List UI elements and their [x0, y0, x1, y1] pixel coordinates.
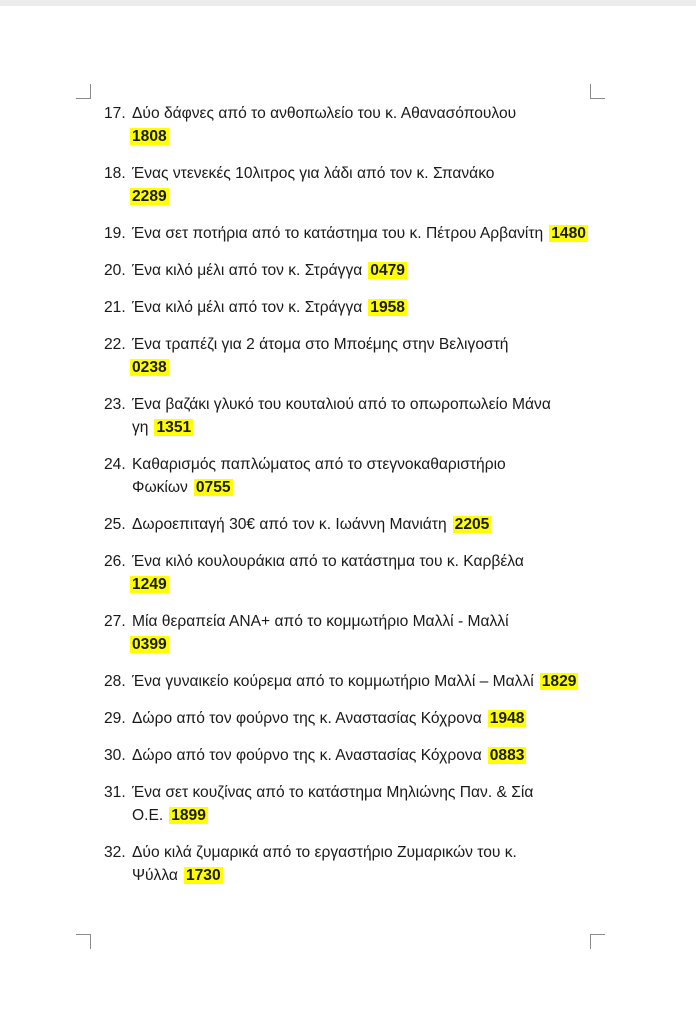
ticket-code: 1249: [132, 576, 167, 593]
list-item: [104, 333, 596, 379]
ticket-code: 0238: [132, 359, 167, 376]
list-item: [104, 744, 596, 767]
list-item: [104, 707, 596, 730]
item-text: Δώρο από τον φούρνο της κ. Αναστασίας Κόχρονα: [132, 747, 482, 764]
list-item: [104, 841, 596, 887]
item-text: Δώρο από τον φούρνο της κ. Αναστασίας Κόχρονα: [132, 710, 482, 727]
item-number: 21.: [104, 299, 126, 316]
item-number: 20.: [104, 262, 126, 279]
item-text: Ένα τραπέζι για 2 άτομα στο Μποέμης στην Βελιγοστή: [132, 336, 509, 353]
list-item: [104, 670, 596, 693]
item-text: Ένα σετ ποτήρια από το κατάστημα του κ. Πέτρου Αρβανίτη: [132, 225, 544, 242]
ticket-code: 1899: [171, 807, 206, 824]
ticket-code: 0883: [489, 747, 525, 764]
item-number: 31.: [104, 784, 126, 801]
list-item: [104, 513, 596, 536]
item-number: 26.: [104, 553, 126, 570]
list-item: [104, 259, 596, 282]
item-number: 17.: [104, 105, 126, 122]
list-item: [104, 222, 596, 245]
item-number: 27.: [104, 613, 126, 630]
item-number: 28.: [104, 673, 126, 690]
item-number: 32.: [104, 844, 126, 861]
item-text: Δύο κιλά ζυμαρικά από το εργαστήριο Ζυμαρικών του κ. Ψύλλα: [132, 844, 517, 884]
item-number: 22.: [104, 336, 126, 353]
item-number: 25.: [104, 516, 126, 533]
margin-corner-top-left: [76, 84, 91, 99]
ticket-code: 1808: [132, 128, 167, 145]
item-text: Δύο δάφνες από το ανθοπωλείο του κ. Αθανασόπουλου: [132, 105, 517, 122]
ticket-code: 1480: [551, 225, 586, 242]
ticket-code: 0399: [132, 636, 167, 653]
item-text: Δωροεπιταγή 30€ από τον κ. Ιωάννη Μανιάτη: [132, 516, 447, 533]
item-number: 19.: [104, 225, 126, 242]
item-text: Ένα κιλό μέλι από τον κ. Στράγγα: [132, 262, 363, 279]
gift-list: [104, 102, 596, 901]
ticket-code: 1351: [156, 419, 192, 436]
ticket-code: 0755: [195, 479, 231, 496]
item-number: 23.: [104, 396, 126, 413]
list-item: [104, 296, 596, 319]
item-text: Ένα σετ κουζίνας από το κατάστημα Μηλιώνης Παν. & Σία Ο.Ε.: [132, 784, 534, 824]
ticket-code: 1730: [185, 867, 221, 884]
list-item: [104, 453, 596, 499]
list-item: [104, 781, 596, 827]
item-text: Ένα κιλό κουλουράκια από το κατάστημα του κ. Καρβέλα: [132, 553, 524, 570]
margin-corner-bottom-right: [590, 934, 605, 949]
item-text: Ένα κιλό μέλι από τον κ. Στράγγα: [132, 299, 363, 316]
list-item: [104, 102, 596, 148]
list-item: [104, 162, 596, 208]
list-item: [104, 393, 596, 439]
item-text: Καθαρισμός παπλώματος από το στεγνοκαθαριστήριο Φωκίων: [132, 456, 506, 496]
ticket-code: 2289: [132, 188, 167, 205]
document-page: [0, 6, 696, 1024]
item-number: 24.: [104, 456, 126, 473]
margin-corner-bottom-left: [76, 934, 91, 949]
margin-corner-top-right: [590, 84, 605, 99]
item-text: Μία θεραπεία ΑΝΑ+ από το κομμωτήριο Μαλλί - Μαλλί: [132, 613, 509, 630]
ticket-code: 0479: [370, 262, 405, 279]
item-text: Ένας ντενεκές 10λιτρος για λάδι από τον κ. Σπανάκο: [132, 165, 495, 182]
item-number: 29.: [104, 710, 126, 727]
ticket-code: 2205: [454, 516, 490, 533]
ticket-code: 1958: [370, 299, 405, 316]
ticket-code: 1948: [489, 710, 525, 727]
item-number: 30.: [104, 747, 126, 764]
item-text: Ένα βαζάκι γλυκό του κουταλιού από το οπωροπωλείο Μάνα γη: [132, 396, 551, 436]
ticket-code: 1829: [541, 673, 577, 690]
item-text: Ένα γυναικείο κούρεμα από το κομμωτήριο Μαλλί – Μαλλί: [132, 673, 534, 690]
item-number: 18.: [104, 165, 126, 182]
list-item: [104, 550, 596, 596]
list-item: [104, 610, 596, 656]
